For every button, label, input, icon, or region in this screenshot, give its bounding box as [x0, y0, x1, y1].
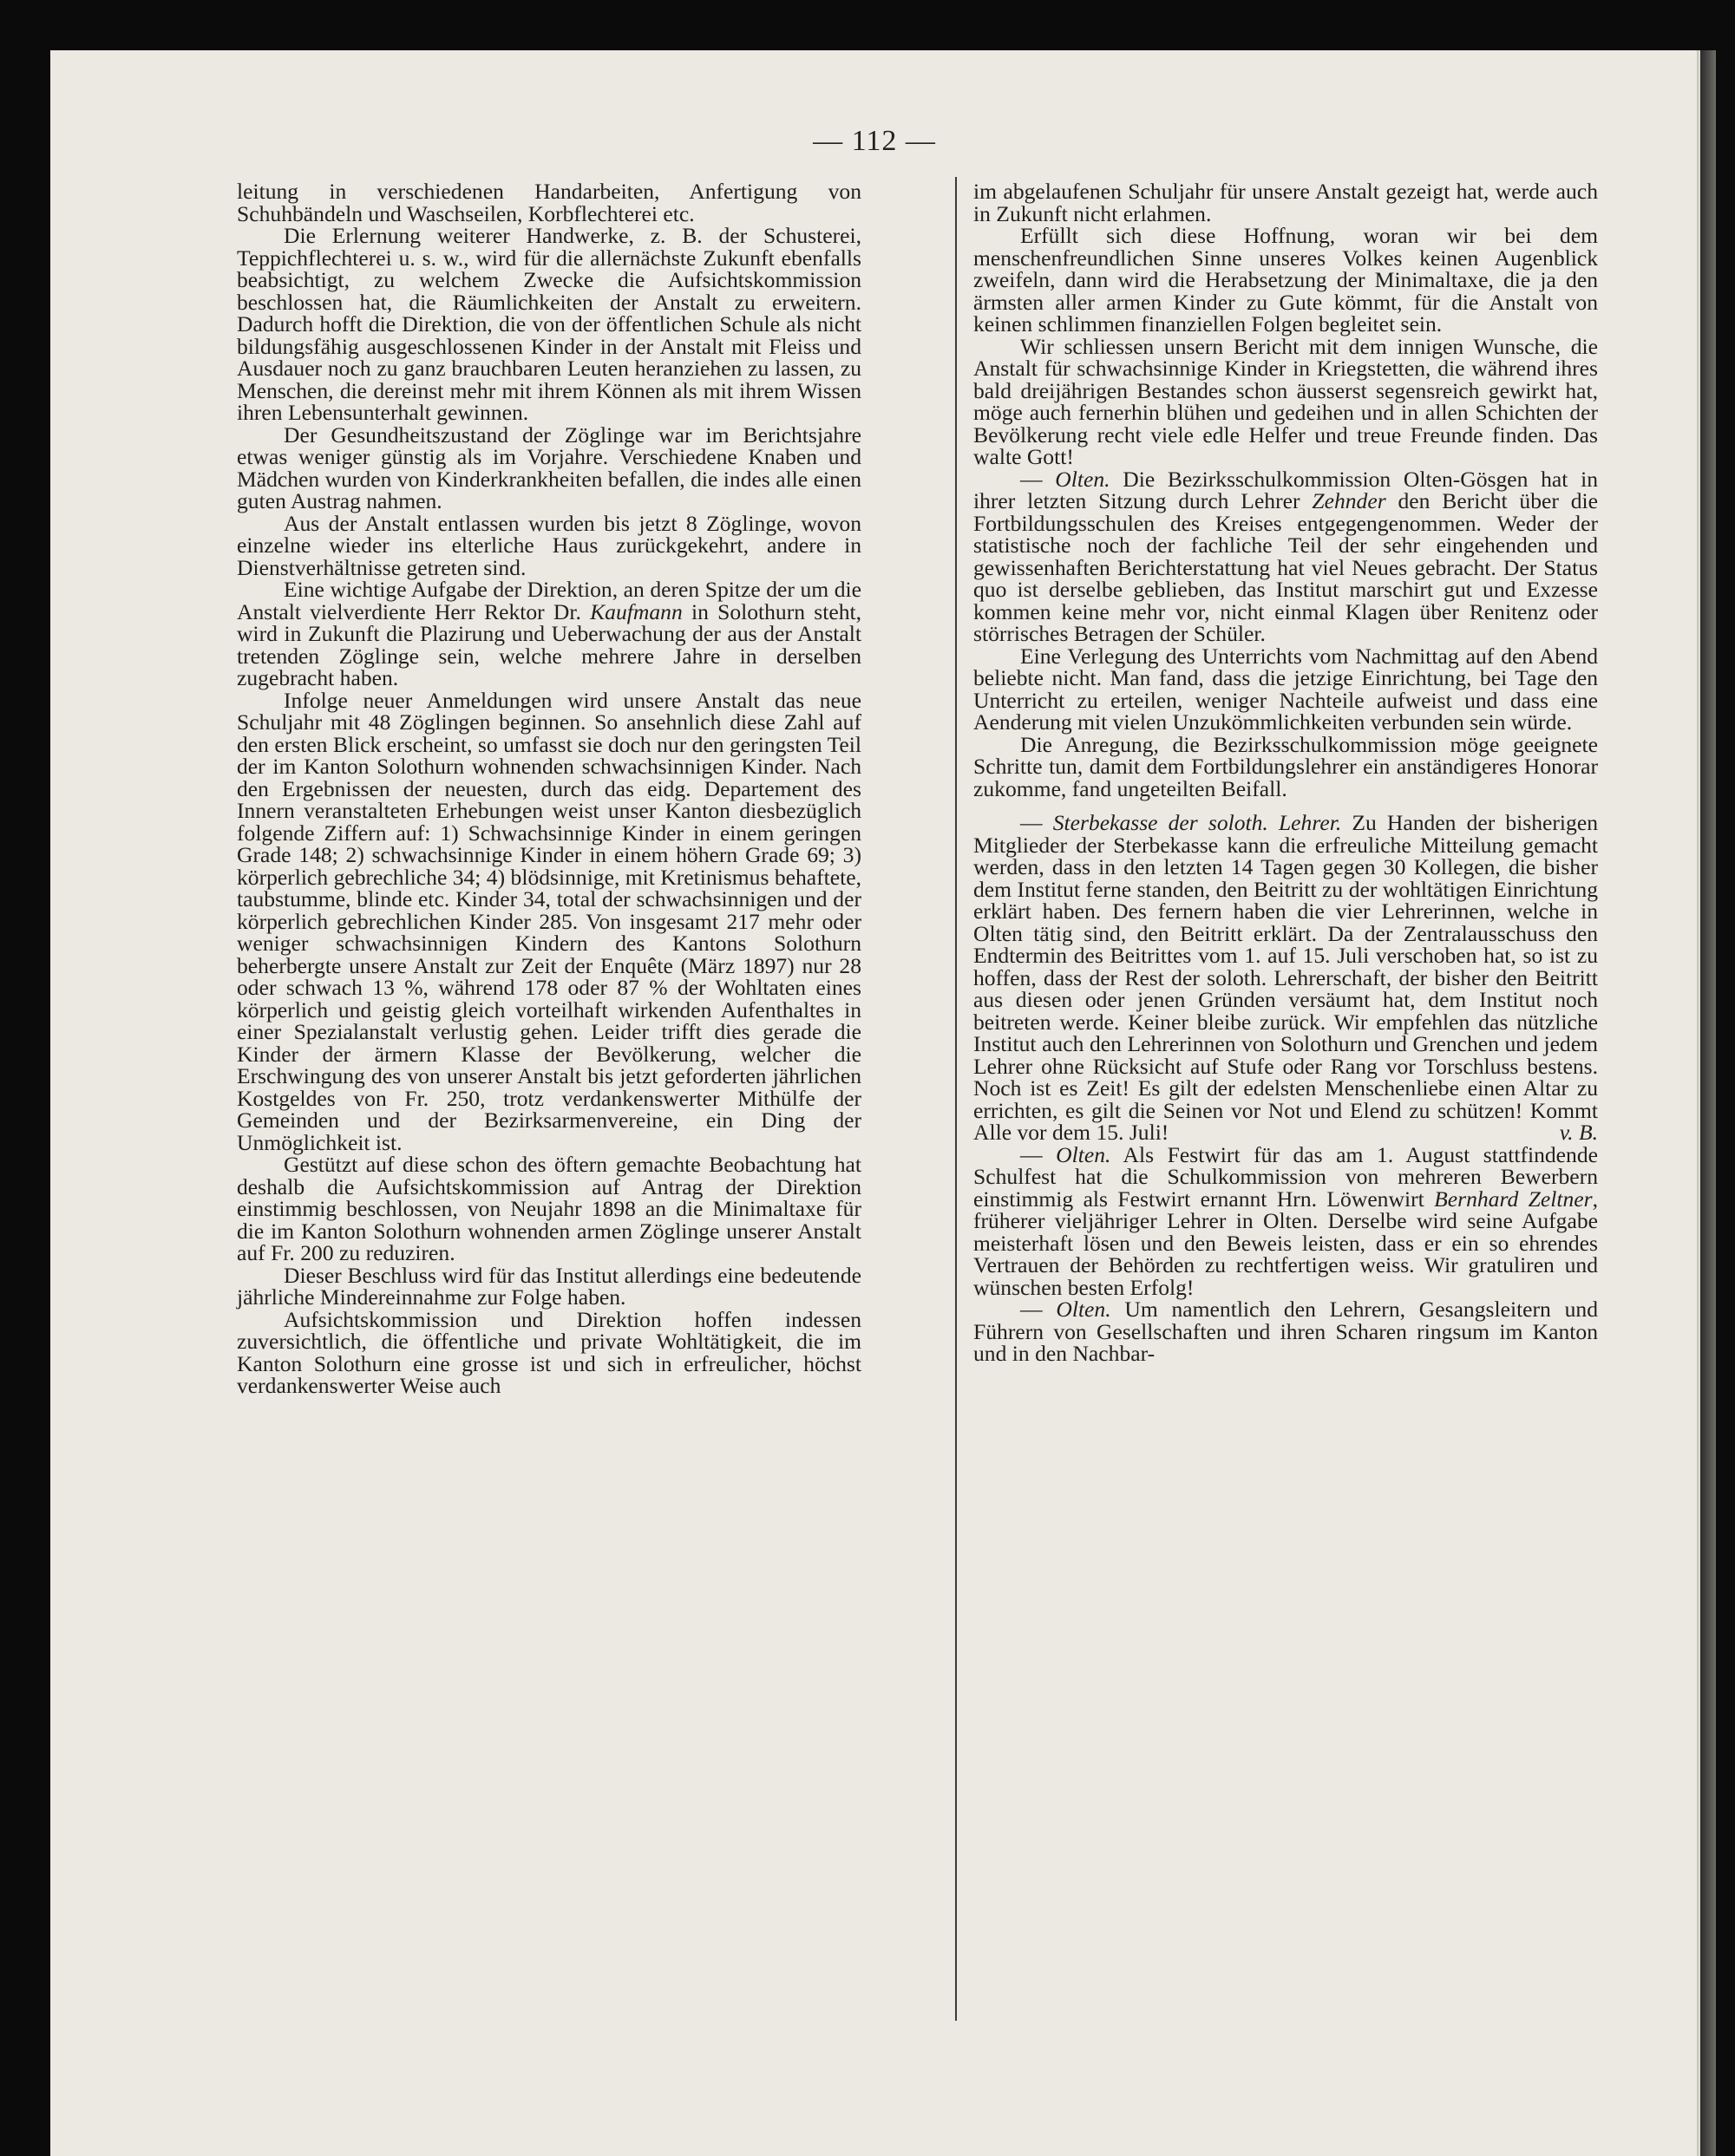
text-run: , früherer vieljähriger Lehrer in Olten. Derselbe wird seine Aufgabe meisterhaft lösen und den Beweis leisten, dass er ein so ehrendes Vertrauen der Behörden zu rechtfertigen weiss. Wir gratuliren und wünschen besten Erfolg!	[973, 1186, 1598, 1300]
right-column	[973, 180, 1598, 1365]
text-run: Infolge neuer Anmeldungen wird unsere Anstalt das neue Schuljahr mit 48 Zöglingen beginnen. So ansehnlich diese Zahl auf den ersten Blick erscheint, so umfasst sie doch nur den geringsten Teil der im Kanton Solothurn wohnenden schwachsinnigen Kinder. Nach den Ergebnissen der neuesten, durch das eidg. Departement des Innern veranstalteten Erhebungen weist unser Kanton diesbezüglich folgende Ziffern auf: 1) Schwachsinnige Kinder in einem geringen Grade 148; 2) schwachsinnige Kinder in einem höhern Grade 69; 3) körperlich gebrechliche 34; 4) blödsinnige, mit Kretinismus behaftete, taubstumme, blinde etc. Kinder 34, total der schwachsinnigen und der körperlich gebrechlichen Kinder 285. Von insgesamt 217 mehr oder weniger schwachsinnigen Kindern des Kantons Solothurn beherbergte unsere Anstalt zur Zeit der Enquête (März 1897) nur 28 oder schwach 13 %, während 178 oder 87 % der Wohltaten eines körperlich und geistig gleich vorteilhaft wirkenden Aufenthaltes in einer Spezialanstalt verlustig gehen. Leider trifft dies gerade die Kinder der ärmern Klasse der Bevölkerung, welcher die Erschwingung des von unserer Anstalt bis jetzt geforderten jährlichen Kostgeldes von Fr. 250, trotz verdankenswerter Mithülfe der Gemeinden und der Bezirksarmenvereine, ein Ding der Unmöglichkeit ist.	[237, 687, 861, 1155]
paragraph	[973, 225, 1598, 336]
paragraph	[973, 1141, 1598, 1300]
paragraph	[973, 812, 1598, 1144]
paragraph	[973, 468, 1598, 645]
text-run: Aus der Anstalt entlassen wurden bis jetzt 8 Zöglinge, wovon einzelne wieder ins elterliche Haus zurückgekehrt, andere in Dienstverhältnisse getreten sind.	[237, 510, 861, 580]
text-run: Die Bezirksschulkommission Olten-Gösgen hat in ihrer letzten Sitzung durch Lehrer	[973, 466, 1598, 513]
text-run: Die Erlernung weiterer Handwerke, z. B. der Schusterei, Teppichflechterei u. s. w., wird für die allernächste Zukunft ebenfalls beabsichtigt, zu welchem Zwecke die Aufsichtskommission beschlossen hat, die Räumlichkeiten der Anstalt zu erweitern. Dadurch hofft die Direktion, die von der öffentlichen Schule als nicht bildungsfähig ausgeschlossenen Kinder in der Anstalt mit Fleiss und Ausdauer noch zu ganz brauchbaren Leuten heranziehen zu lassen, zu Menschen, die dereinst mehr mit ihrem Können als mit ihrem Wissen ihren Lebensunterhalt gewinnen.	[237, 223, 861, 425]
paragraph	[237, 1153, 861, 1264]
text-run: Eine wichtige Aufgabe der Direktion, an deren Spitze der um die Anstalt vielverdiente Herr Rektor Dr.	[237, 577, 861, 624]
paragraph	[237, 578, 861, 689]
italic-text: Sterbekasse der soloth. Lehrer.	[1052, 810, 1342, 835]
paragraph	[237, 689, 861, 1154]
text-run: Der Gesundheitszustand der Zöglinge war im Berichtsjahre etwas weniger günstig als im Vorjahre. Verschiedene Knaben und Mädchen wurden von Kinderkrankheiten befallen, die indes alle einen guten Austrag nahmen.	[237, 421, 861, 513]
text-run: Dieser Beschluss wird für das Institut allerdings eine bedeutende jährliche Mindereinnahme zur Folge haben.	[237, 1262, 861, 1310]
paragraph	[237, 421, 861, 513]
text-run: Erfüllt sich diese Hoffnung, woran wir bei dem menschenfreundlichen Sinne unseres Volkes keinen Augenblick zweifeln, dann wird die Herabsetzung der Minimaltaxe, die ja den ärmsten aller armen Kinder zu Gute kömmt, für die Anstalt von keinen schlimmen finanziellen Folgen begleitet sein.	[973, 223, 1598, 336]
paragraph	[973, 333, 1598, 469]
text-run: den Bericht über die Fortbildungsschulen des Kreises entgegengenommen. Weder der statistische noch der fachliche Teil der sehr eingehenden und gewissenhaften Berichterstattung hat viel Neues gebracht. Der Status quo ist derselbe geblieben, das Institut marschirt gut und Exzesse kommen keine mehr vor, nicht einmal Klagen über Renitenz oder störrisches Betragen der Schüler.	[973, 488, 1598, 646]
author-signature: v. B.	[1559, 1120, 1598, 1145]
paragraph	[237, 510, 861, 580]
italic-text: Zehnder	[1312, 488, 1386, 513]
text-run: Wir schliessen unsern Bericht mit dem innigen Wunsche, die Anstalt für schwachsinnige Kinder in Kriegstetten, die während ihres bald dreijährigen Bestandes schon äusserst segensreich gewirkt hat, möge auch fernerhin blühen und gedeihen und in allen Schichten der Bevölkerung recht viele edle Helfer und treue Freunde finden. Das walte Gott!	[973, 333, 1598, 469]
text-run: —	[1020, 1141, 1057, 1167]
text-run: Die Anregung, die Bezirksschulkommission möge geeignete Schritte tun, damit dem Fortbildungslehrer ein anständigeres Honorar zukomme, fand ungeteilten Beifall.	[973, 731, 1598, 801]
italic-text: Olten.	[1055, 466, 1110, 492]
paragraph	[973, 1298, 1598, 1365]
text-run: —	[1020, 810, 1053, 835]
text-run: Gestützt auf diese schon des öftern gemachte Beobachtung hat deshalb die Aufsichtskommission auf Antrag der Direktion einstimmig beschlossen, von Neujahr 1898 an die Minimaltaxe für die im Kanton Solothurn wohnenden armen Zöglinge unserer Anstalt auf Fr. 200 zu reduziren.	[237, 1152, 861, 1265]
text-run: Aufsichtskommission und Direktion hoffen indessen zuversichtlich, die öffentliche und private Wohltätigkeit, die im Kanton Solothurn eine grosse ist und sich in erfreulicher, höchst verdankenswerter Weise auch	[237, 1306, 861, 1398]
paragraph	[237, 1306, 861, 1398]
italic-text: Olten.	[1056, 1297, 1111, 1322]
paragraph	[973, 180, 1598, 225]
text-run: Um namentlich den Lehrern, Gesangsleitern und Führern von Gesellschaften und ihren Scharen ringsum im Kanton und in den Nachbar-	[973, 1297, 1598, 1366]
page-number: — 112 —	[813, 125, 936, 157]
italic-text: Kaufmann	[590, 598, 683, 624]
text-run: in Solothurn steht, wird in Zukunft die Plazirung und Ueberwachung der aus der Anstalt tretenden Zöglinge sein, welche mehrere Jahre in derselben zugebracht haben.	[237, 598, 861, 690]
text-run: Zu Handen der bisherigen Mitglieder der Sterbekasse kann die erfreuliche Mitteilung gemacht werden, dass in den letzten 14 Tagen gegen 30 Kollegen, die bisher dem Institut ferne standen, den Beitritt zu der wohltätigen Einrichtung erklärt haben. Des fernern haben die vier Lehrerinnen, welche in Olten tätig sind, den Beitritt erklärt. Da der Zentralausschuss den Endtermin des Beitrittes vom 1. auf 15. Juli verschoben hat, so ist zu hoffen, dass der Rest der soloth. Lehrerschaft, der bisher den Beitritt aus diesen oder jenen Gründen versäumt hat, dem Institut noch beitreten werde. Keiner bleibe zurück. Wir empfehlen das nützliche Institut auch den Lehrerinnen von Solothurn und Grenchen und jedem Lehrer ohne Rücksicht auf Stufe oder Rang vor Torschluss bestens. Noch ist es Zeit! Es gilt der edelsten Menschenliebe einen Altar zu errichten, es gilt die Seinen vor Not und Elend zu schützen! Kommt Alle vor dem 15. Juli!	[973, 810, 1598, 1145]
text-run: —	[1020, 1297, 1057, 1322]
text-run: Als Festwirt für das am 1. August stattfindende Schulfest hat die Schulkommission von mehreren Bewerbern einstimmig als Festwirt ernannt Hrn. Löwenwirt	[973, 1141, 1598, 1212]
page-edge	[1700, 50, 1716, 2156]
paragraph	[237, 225, 861, 424]
paragraph	[237, 1264, 861, 1309]
text-run: —	[1020, 466, 1056, 492]
text-run: Eine Verlegung des Unterrichts vom Nachmittag auf den Abend beliebte nicht. Man fand, dass die jetzige Einrichtung, bei Tage den Unterricht zu erteilen, weniger Nachteile aufweist und dass eine Aenderung mit vielen Unzukömmlichkeiten verbunden sein würde.	[973, 643, 1598, 735]
paragraph	[237, 180, 861, 225]
italic-text: Bernhard Zeltner	[1434, 1186, 1593, 1212]
text-run: im abgelaufenen Schuljahr für unsere Anstalt gezeigt hat, werde auch in Zukunft nicht erlahmen.	[973, 179, 1598, 226]
newspaper-page	[50, 50, 1699, 2156]
scanned-sheet	[50, 50, 1716, 2156]
paragraph	[973, 645, 1598, 734]
text-run: leitung in verschiedenen Handarbeiten, Anfertigung von Schuhbändeln und Waschseilen, Korbflechterei etc.	[237, 179, 861, 226]
italic-text: Olten.	[1056, 1141, 1111, 1167]
left-column	[237, 180, 861, 1397]
column-divider	[955, 177, 957, 2021]
paragraph	[973, 731, 1598, 801]
